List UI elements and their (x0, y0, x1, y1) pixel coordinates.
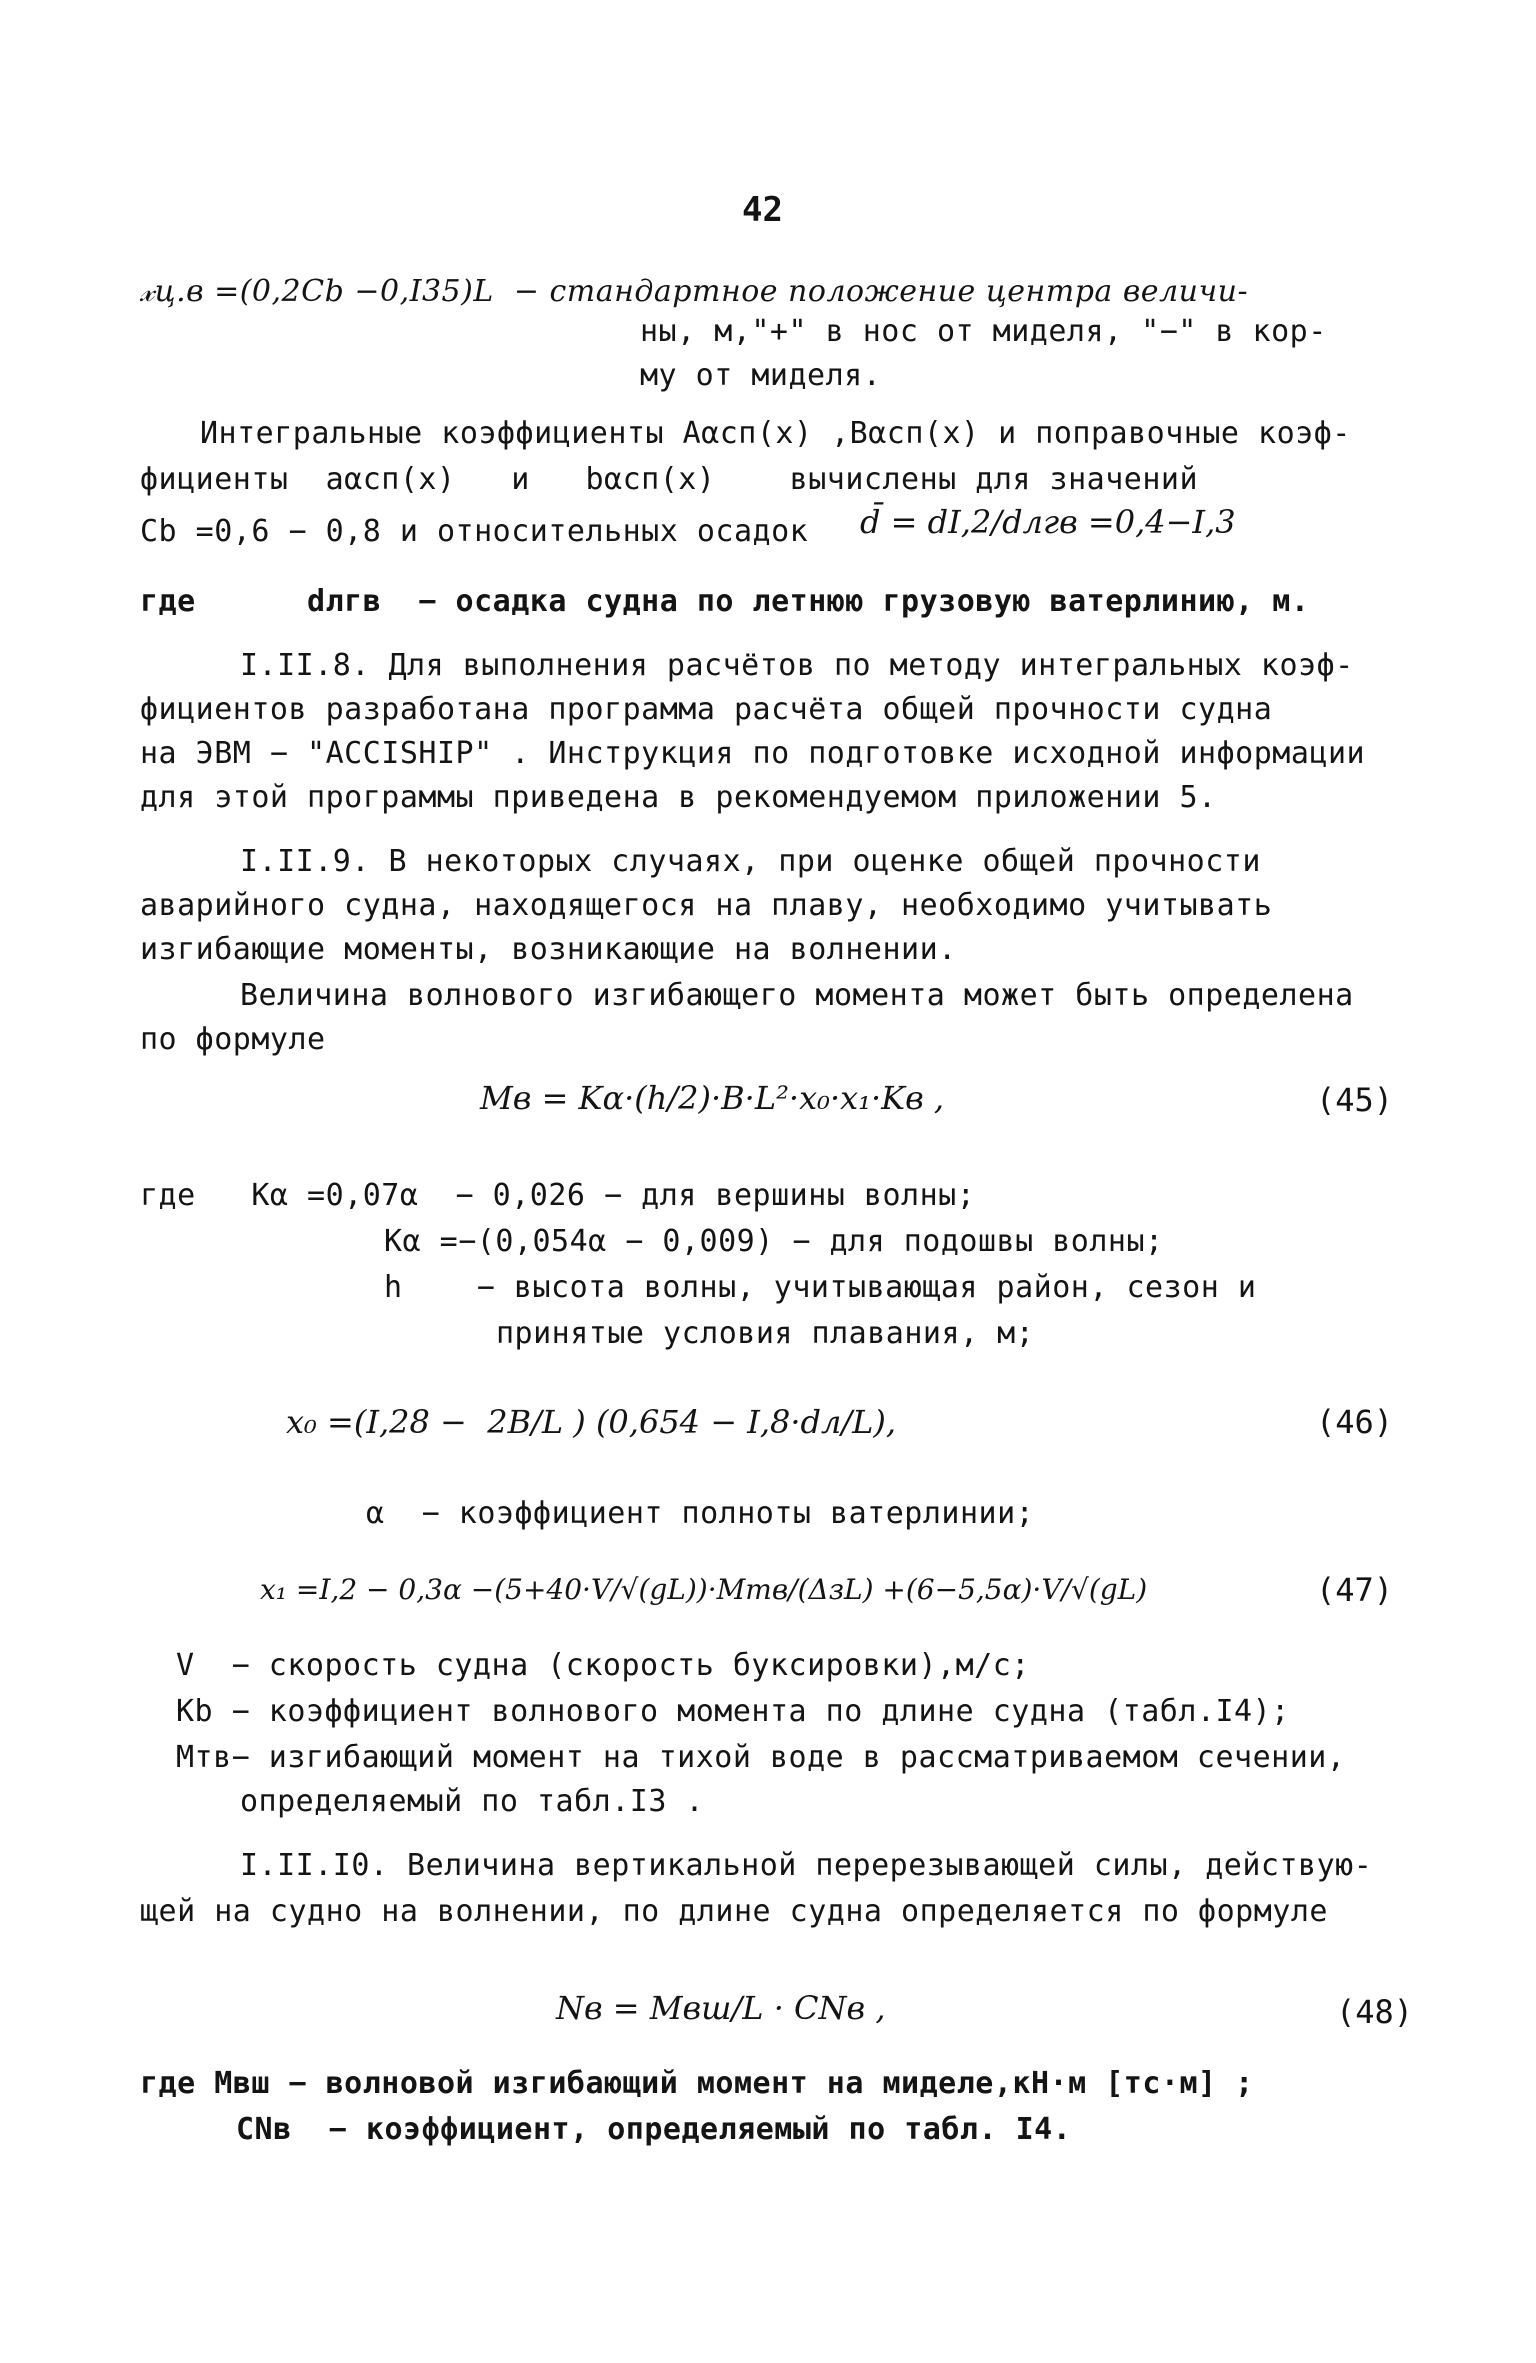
text-line: фициентов разработана программа расчёта общей прочности судна (140, 692, 1273, 727)
formula-47: x₁ =I,2 − 0,3α −(5+40·V/√(gL))·Mтв/(ΔзL) +(6−5,5α)·V/√(gL) (260, 1573, 1148, 1606)
text-line: ны, м,"+" в нос от миделя, "−" в кор- (640, 314, 1327, 349)
equation-number: (45) (1316, 1081, 1394, 1119)
formula-45: Mв = Kα·(h/2)·B·L²·x₀·x₁·Kв , (480, 1079, 945, 1117)
text-line: V − скорость судна (скорость буксировки),м/с; (176, 1648, 1030, 1683)
text-line: Mтв− изгибающий момент на тихой воде в рассматриваемом сечении, (176, 1740, 1346, 1775)
text-line: где dлгв − осадка судна по летнюю грузовую ватерлинию, м. (140, 584, 1310, 619)
text-line: изгибающие моменты, возникающие на волнении. (140, 932, 957, 967)
text-line: определяемый по табл.I3 . (240, 1784, 705, 1819)
equation-number: (46) (1316, 1403, 1394, 1441)
text-line: Kb − коэффициент волнового момента по длине судна (табл.I4); (176, 1694, 1290, 1729)
text-line: по формуле (140, 1022, 326, 1057)
text-line: h − высота волны, учитывающая район, сезон и (384, 1270, 1257, 1305)
text-line: аварийного судна, находящегося на плаву, необходимо учитывать (140, 888, 1273, 923)
text-line: на ЭВМ − "ACCISHIP" . Инструкция по подготовке исходной информации (140, 736, 1366, 771)
text-line: I.II.I0. Величина вертикальной перерезывающей силы, действую- (240, 1848, 1373, 1883)
text-line: Интегральные коэффициенты Aαcп(x) ,Bαcп(x) и поправочные коэф- (200, 416, 1351, 451)
equation-number: (47) (1316, 1571, 1394, 1609)
text-line: Kα =−(0,054α − 0,009) − для подошвы волны; (384, 1224, 1164, 1259)
text-line: 𝓍ц.в =(0,2Cb −0,I35)L − стандартное положение центра величи- (140, 274, 1249, 309)
formula-relative-draft: d̄ = dI,2/dлгв =0,4−I,3 (860, 503, 1236, 541)
text-line: Величина волнового изгибающего момента может быть определена (240, 978, 1354, 1013)
text-line: щей на судно на волнении, по длине судна определяется по формуле (140, 1894, 1328, 1929)
text-line: где Mвш − волновой изгибающий момент на миделе,кН·м [тс·м] ; (140, 2066, 1254, 2101)
equation-number: (48) (1336, 1993, 1414, 2031)
text-line: CNв − коэффициент, определяемый по табл. I4. (236, 2112, 1072, 2147)
text-line: принятые условия плавания, м; (496, 1316, 1035, 1351)
text-line: I.II.8. Для выполнения расчётов по методу интегральных коэф- (240, 648, 1354, 683)
text-line: где Kα =0,07α − 0,026 − для вершины волны; (140, 1178, 976, 1213)
formula-46: x₀ =(I,28 − 2B/L ) (0,654 − I,8·dл/L), (286, 1403, 897, 1441)
text-line: α − коэффициент полноты ватерлинии; (366, 1496, 1035, 1531)
text-line: I.II.9. В некоторых случаях, при оценке общей прочности (240, 844, 1261, 879)
text-line: для этой программы приведена в рекомендуемом приложении 5. (140, 780, 1217, 815)
text-line: фициенты aαcп(x) и bαcп(x) вычислены для значений (140, 462, 1199, 497)
formula-48: Nв = Mвш/L · CNв , (556, 1989, 886, 2027)
page-number: 42 (742, 190, 783, 230)
text-line: му от миделя. (640, 358, 882, 393)
text-line: Cb =0,6 − 0,8 и относительных осадок (140, 514, 809, 549)
